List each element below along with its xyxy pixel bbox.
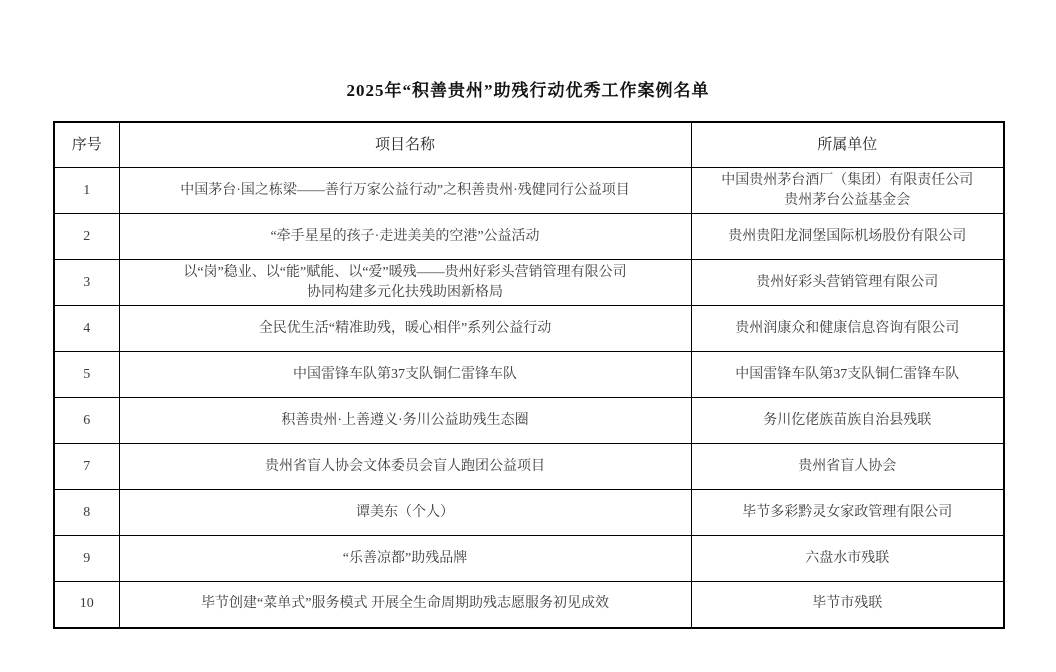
cell-project — [119, 444, 691, 490]
cell-number — [54, 536, 119, 582]
cell-unit-line: 贵州茅台公益基金会 — [784, 192, 911, 208]
cell-number — [54, 582, 119, 628]
cell-unit — [691, 398, 1004, 444]
case-table — [53, 121, 1005, 629]
table-row — [54, 582, 1004, 628]
table-row — [54, 444, 1004, 490]
cell-number-line: 8 — [83, 504, 91, 520]
cell-project-line: “牵手星星的孩子·走进美美的空港”公益活动 — [270, 228, 540, 244]
table-row — [54, 168, 1004, 214]
cell-number-line: 1 — [83, 182, 91, 198]
table-row — [54, 260, 1004, 306]
cell-unit-line: 贵州润康众和健康信息咨询有限公司 — [735, 320, 960, 336]
cell-unit — [691, 536, 1004, 582]
cell-number — [54, 306, 119, 352]
cell-unit — [691, 352, 1004, 398]
cell-project-line: 贵州省盲人协会文体委员会盲人跑团公益项目 — [265, 458, 545, 474]
cell-number — [54, 444, 119, 490]
cell-unit-line: 贵州贵阳龙洞堡国际机场股份有限公司 — [728, 228, 967, 244]
table-body — [54, 168, 1004, 628]
cell-unit-line: 毕节市残联 — [812, 596, 883, 612]
cell-project-line: 毕节创建“菜单式”服务模式 开展全生命周期助残志愿服务初见成效 — [201, 596, 609, 612]
cell-project-line: 中国茅台·国之栋梁——善行万家公益行动”之积善贵州·残健同行公益项目 — [180, 182, 630, 198]
header-cell-number: 序号 — [54, 122, 119, 168]
table-row — [54, 352, 1004, 398]
cell-unit-line: 务川仡佬族苗族自治县残联 — [763, 412, 932, 428]
cell-project-line: 积善贵州·上善遵义·务川公益助残生态圈 — [281, 412, 529, 428]
cell-project-line: 中国雷锋车队第37支队铜仁雷锋车队 — [293, 366, 517, 382]
cell-number-line: 5 — [83, 366, 91, 382]
cell-number-line: 10 — [79, 596, 94, 612]
cell-number-line: 4 — [83, 320, 91, 336]
cell-unit — [691, 490, 1004, 536]
header-cell-project: 项目名称 — [119, 122, 691, 168]
cell-number — [54, 214, 119, 260]
table-header-row — [54, 122, 1004, 168]
cell-number-line: 9 — [83, 550, 91, 566]
cell-number — [54, 260, 119, 306]
table-row — [54, 536, 1004, 582]
cell-number-line: 3 — [83, 274, 91, 290]
cell-project-line: 协同构建多元化扶残助困新格局 — [307, 284, 503, 300]
cell-unit-line: 贵州好彩头营销管理有限公司 — [756, 274, 939, 290]
cell-unit — [691, 214, 1004, 260]
table-row — [54, 214, 1004, 260]
cell-project — [119, 352, 691, 398]
cell-project — [119, 536, 691, 582]
cell-unit — [691, 260, 1004, 306]
cell-number — [54, 352, 119, 398]
cell-project-line: 以“岗”稳业、以“能”赋能、以“爱”暖残——贵州好彩头营销管理有限公司 — [183, 264, 627, 280]
cell-project-line: “乐善凉都”助残品牌 — [342, 550, 468, 566]
table-row — [54, 306, 1004, 352]
cell-number — [54, 398, 119, 444]
cell-project — [119, 260, 691, 306]
cell-unit-line: 中国雷锋车队第37支队铜仁雷锋车队 — [735, 366, 960, 382]
cell-number — [54, 490, 119, 536]
cell-unit — [691, 582, 1004, 628]
cell-unit-line: 中国贵州茅台酒厂（集团）有限责任公司 — [721, 172, 974, 188]
cell-unit-line: 毕节多彩黔灵女家政管理有限公司 — [742, 504, 953, 520]
cell-number-line: 7 — [83, 458, 91, 474]
cell-project — [119, 398, 691, 444]
cell-project — [119, 214, 691, 260]
cell-project — [119, 168, 691, 214]
page-title: 2025年“积善贵州”助残行动优秀工作案例名单 — [346, 81, 710, 100]
cell-project-line: 谭美东（个人） — [356, 504, 454, 520]
cell-unit-line: 六盘水市残联 — [805, 550, 890, 566]
cell-unit-line: 贵州省盲人协会 — [798, 458, 897, 474]
cell-unit — [691, 168, 1004, 214]
cell-project — [119, 582, 691, 628]
cell-project — [119, 490, 691, 536]
cell-unit — [691, 306, 1004, 352]
cell-number — [54, 168, 119, 214]
table-row — [54, 490, 1004, 536]
cell-project — [119, 306, 691, 352]
cell-number-line: 2 — [83, 228, 91, 244]
cell-unit — [691, 444, 1004, 490]
header-cell-unit: 所属单位 — [691, 122, 1004, 168]
table-row — [54, 398, 1004, 444]
cell-project-line: 全民优生活“精准助残，暖心相伴”系列公益行动 — [258, 320, 552, 336]
cell-number-line: 6 — [83, 412, 91, 428]
